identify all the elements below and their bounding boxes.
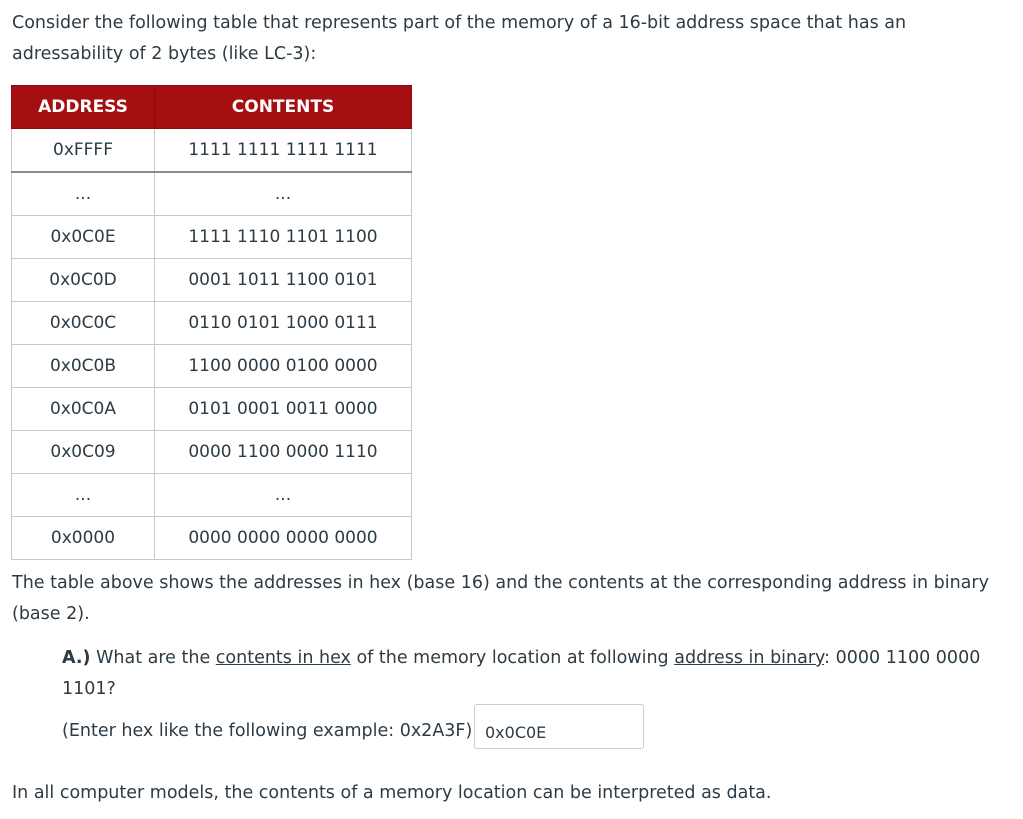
intro-text: Consider the following table that represents part of the memory of a 16-bit address space that has an adressability of 2 bytes (like LC-3): xyxy=(12,13,907,64)
address-cell: 0x0C0C xyxy=(12,302,155,345)
address-cell: 0x0C0A xyxy=(12,388,155,431)
contents-cell: 1100 0000 0100 0000 xyxy=(155,345,412,388)
address-cell: 0xFFFF xyxy=(12,129,155,173)
question-part: What are the xyxy=(90,648,216,668)
address-cell: 0x0C09 xyxy=(12,431,155,474)
contents-cell: ... xyxy=(155,172,412,216)
address-cell: ... xyxy=(12,172,155,216)
contents-cell: 0000 0000 0000 0000 xyxy=(155,517,412,560)
address-cell: 0x0C0D xyxy=(12,259,155,302)
contents-cell: 1111 1110 1101 1100 xyxy=(155,216,412,259)
table-row xyxy=(12,474,412,517)
address-cell: 0x0000 xyxy=(12,517,155,560)
answer-hint: (Enter hex like the following example: 0x2A3F) xyxy=(62,721,473,741)
contents-cell: 0110 0101 1000 0111 xyxy=(155,302,412,345)
contents-cell: 0000 1100 0000 1110 xyxy=(155,431,412,474)
contents-in-hex-term: contents in hex xyxy=(215,648,351,668)
table-row xyxy=(12,172,412,216)
explanation-text: The table above shows the addresses in hex (base 16) and the contents at the corresponding address in binary (base 2). xyxy=(12,573,989,624)
table-row xyxy=(12,431,412,474)
contents-cell: 0001 1011 1100 0101 xyxy=(155,259,412,302)
question-text xyxy=(62,643,1002,705)
table-row xyxy=(12,345,412,388)
table-row xyxy=(12,259,412,302)
address-in-binary-term: address in binary xyxy=(674,648,825,668)
table-row xyxy=(12,216,412,259)
memory-table xyxy=(11,85,412,560)
question-part: of the memory location at following xyxy=(350,648,675,668)
address-cell: 0x0C0E xyxy=(12,216,155,259)
table-row xyxy=(12,129,412,173)
contents-header: CONTENTS xyxy=(155,86,412,129)
contents-cell: 0101 0001 0011 0000 xyxy=(155,388,412,431)
question-label: A.) xyxy=(62,648,91,668)
question-part: : 0000 1100 0000 1101? xyxy=(62,648,981,699)
address-cell: 0x0C0B xyxy=(12,345,155,388)
closing-text: In all computer models, the contents of a memory location can be interpreted as data. xyxy=(12,783,772,803)
table-row xyxy=(12,517,412,560)
answer-input[interactable] xyxy=(474,704,644,749)
table-header-row xyxy=(12,86,412,129)
table-row xyxy=(12,388,412,431)
address-header: ADDRESS xyxy=(12,86,155,129)
contents-cell: 1111 1111 1111 1111 xyxy=(155,129,412,173)
contents-cell: ... xyxy=(155,474,412,517)
table-row xyxy=(12,302,412,345)
address-cell: ... xyxy=(12,474,155,517)
